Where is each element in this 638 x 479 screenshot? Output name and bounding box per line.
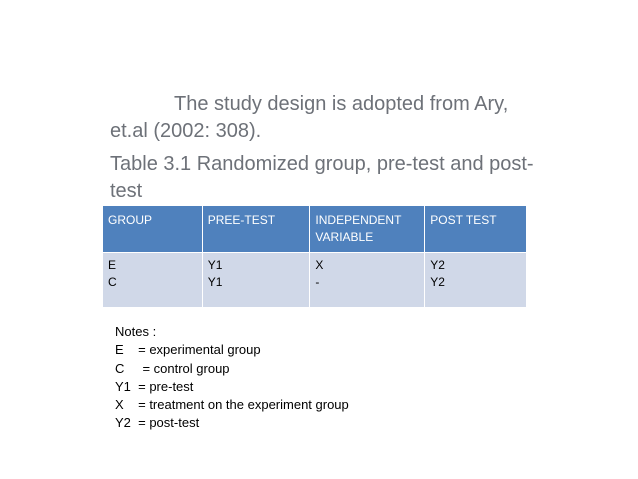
note-item: X = treatment on the experiment group (115, 397, 349, 413)
cell-value: C (108, 275, 117, 289)
table-caption: Table 3.1 Randomized group, pre-test and post-test (110, 153, 534, 202)
cell-value: Y2 (430, 275, 445, 289)
note-item: C = control group (115, 360, 230, 376)
header-pre-test: PREE-TEST (202, 206, 310, 253)
cell-post-test (425, 253, 527, 308)
cell-independent-variable (310, 253, 425, 308)
slide-heading (110, 91, 540, 205)
study-design-table (102, 205, 527, 308)
note-item: Y2 = post-test (115, 415, 200, 431)
header-post-test: POST TEST (425, 206, 527, 253)
cell-value: Y2 (430, 258, 445, 272)
cell-value: - (315, 275, 320, 289)
header-independent-variable: INDEPENDENT VARIABLE (310, 206, 425, 253)
header-group: GROUP (103, 206, 203, 253)
cell-value: Y1 (207, 275, 223, 289)
table-header-row (103, 206, 527, 253)
cell-pre-test (202, 253, 310, 308)
cell-value: Y1 (207, 258, 223, 272)
table-row (103, 253, 527, 308)
note-item: E = experimental group (115, 342, 261, 358)
cell-value: E (108, 258, 117, 272)
heading-source-text: The study design is adopted from Ary, et.al (2002: 308). (110, 93, 509, 142)
notes-title: Notes : (115, 324, 157, 339)
cell-group (103, 253, 203, 308)
cell-value: X (315, 258, 324, 272)
notes-section (115, 323, 349, 433)
note-item: Y1 = pre-test (115, 378, 194, 394)
